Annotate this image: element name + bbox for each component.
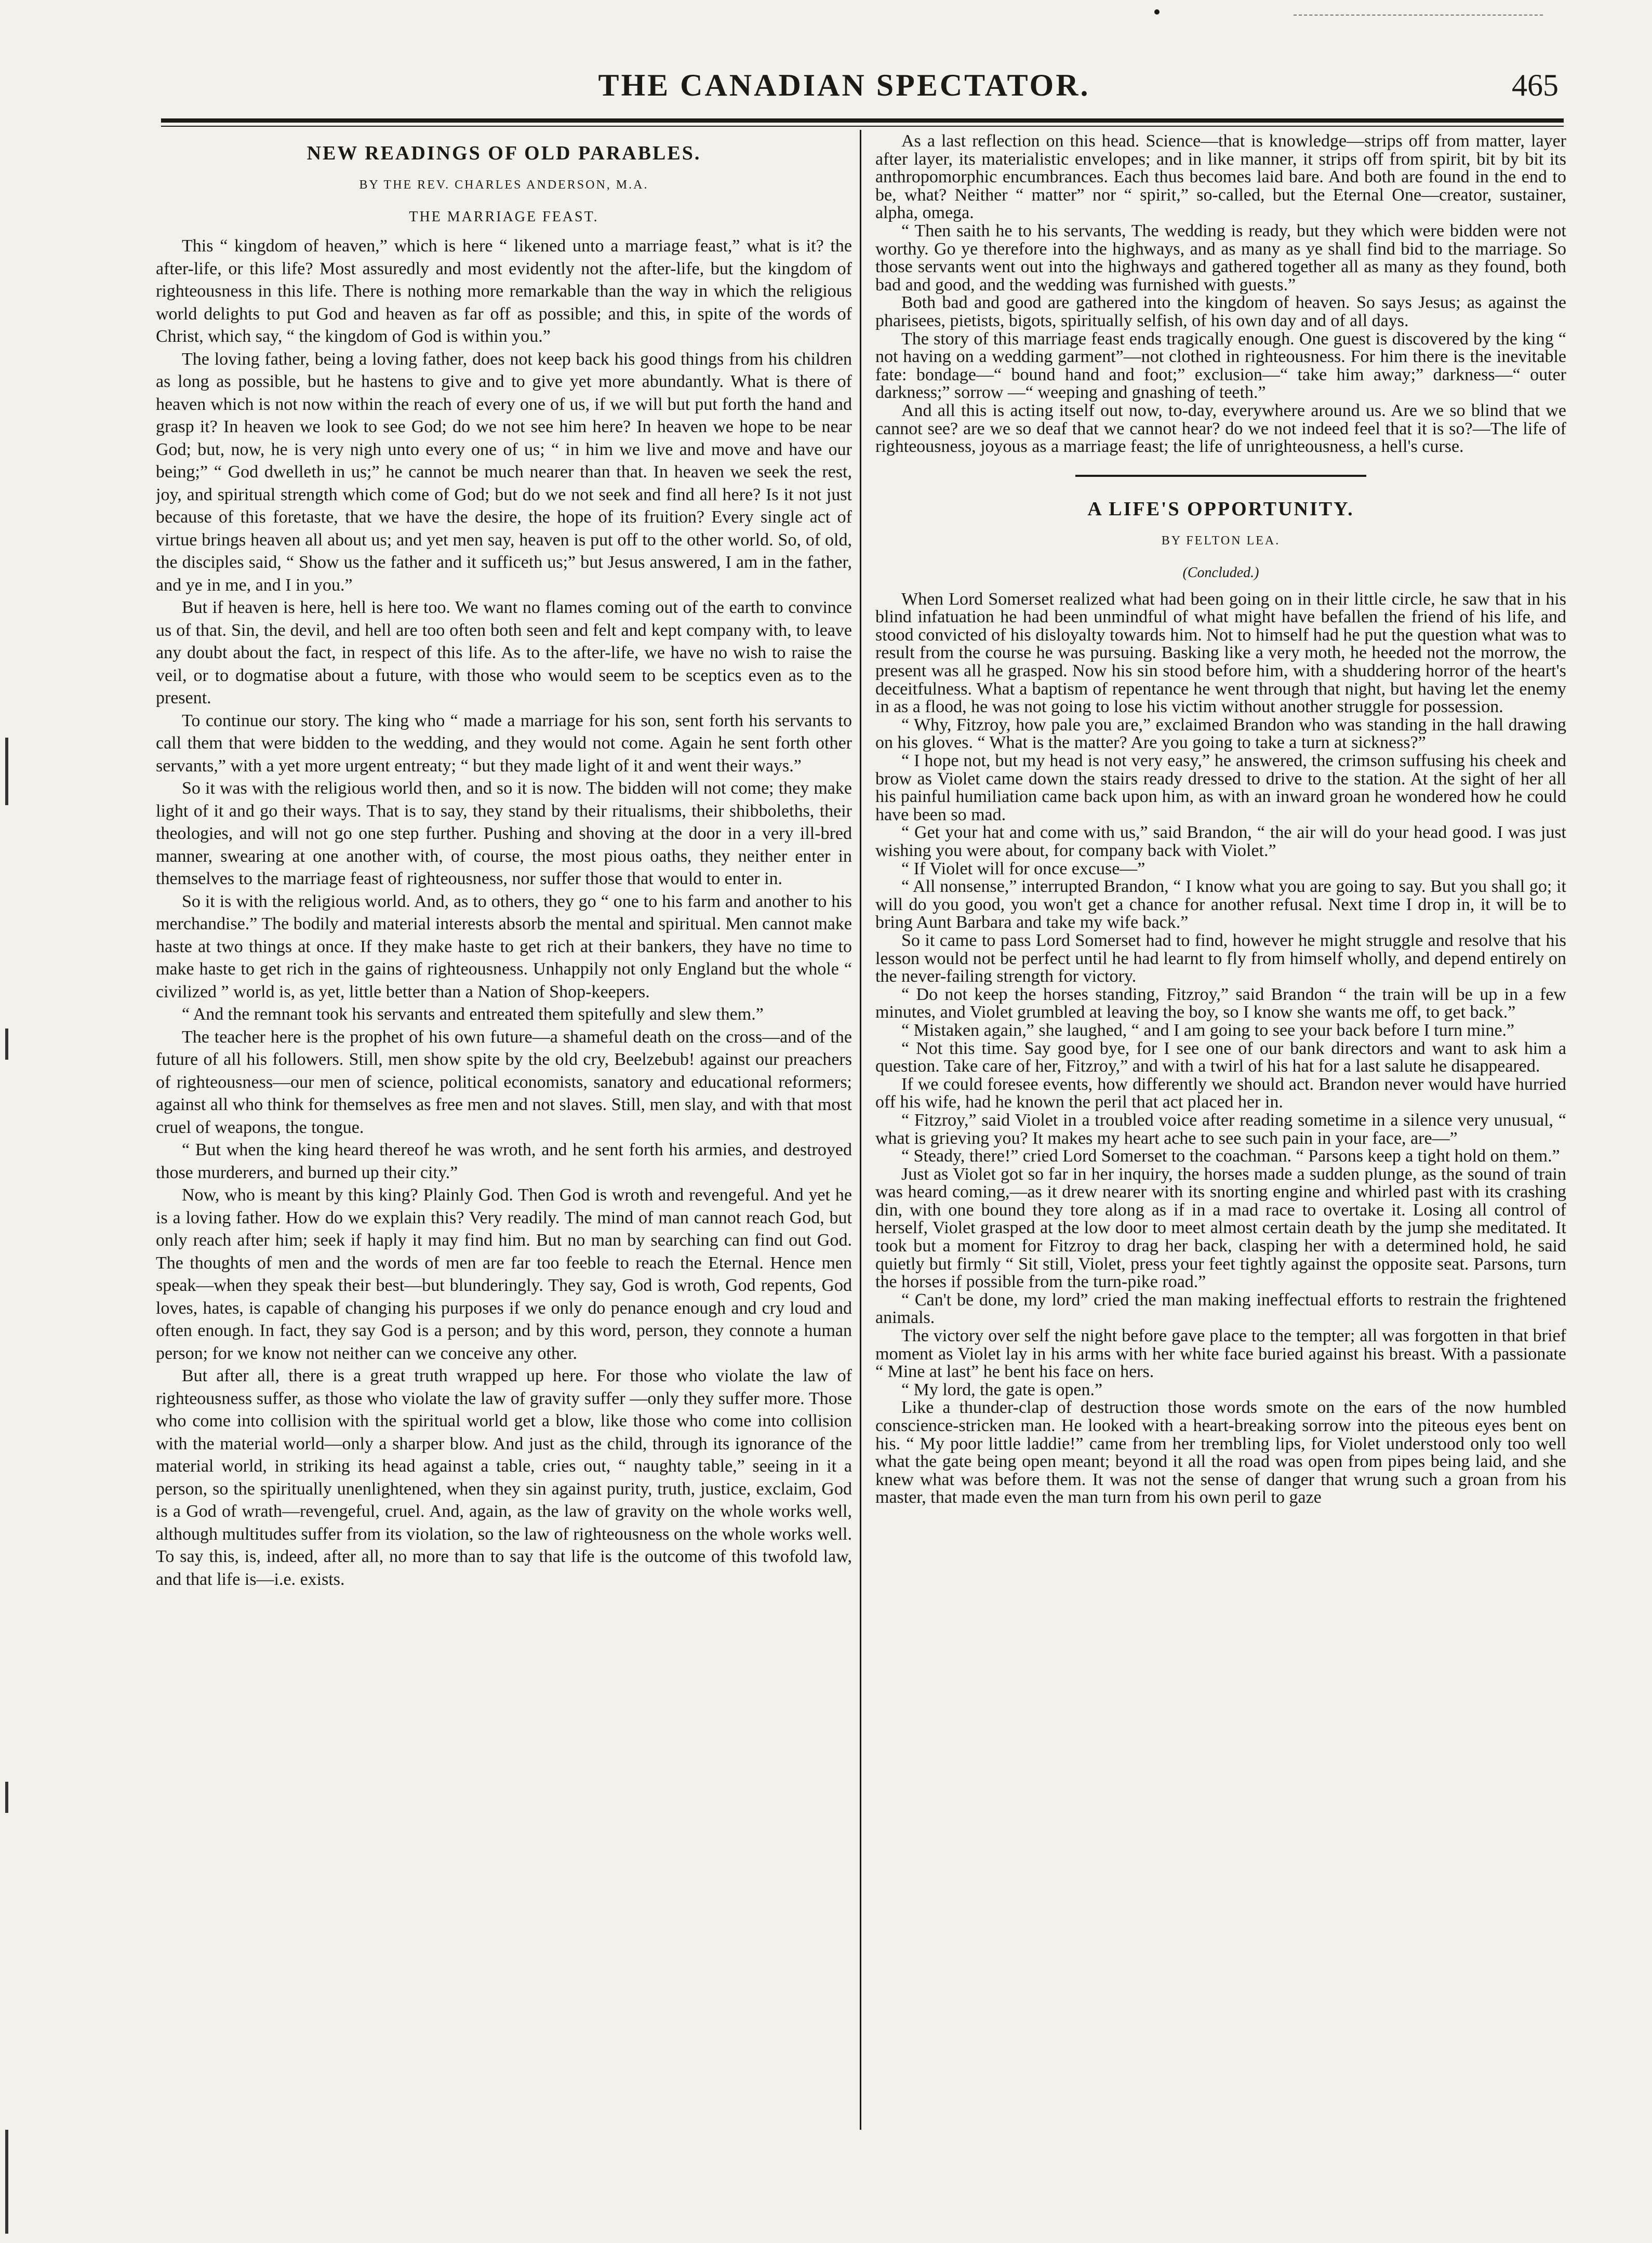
article-byline: BY THE REV. CHARLES ANDERSON, M.A. xyxy=(359,178,649,192)
article-paragraph: To continue our story. The king who “ made a marriage for his son, sent forth his servants to call them that were bidden to the wedding, and they would not come. Again he sent forth other servants,” with a yet more urgent entreaty; “ but they made light of it and went their ways.” xyxy=(156,711,852,776)
article-paragraph: Now, who is meant by this king? Plainly God. Then God is wroth and revengeful. And yet he is a loving father. How do we explain this? Very readily. The mind of man cannot reach God, but only reach after him; seek if haply it may find him. But no man by searching can find out God. The thoughts of men and the words of men are far too feeble to reach the Eternal. Hence men speak—when they speak their best—but blunderingly. They say, God is wroth, God repents, God loves, hates, is capable of changing his purposes if we only do penance enough and cry loud and often enough. In fact, they say God is a person; and by this word, person, they connote a human person; for we know not neither can we conceive any other. xyxy=(156,1185,852,1363)
article-paragraph: Both bad and good are gathered into the kingdom of heaven. So says Jesus; as against the pharisees, pietists, bigots, spiritually selfish, of his own day and of all days. xyxy=(875,293,1566,330)
article-paragraph: As a last reflection on this head. Science—that is knowledge—strips off from matter, layer after layer, its materialistic envelopes; and in like manner, it strips off from spirit, bit by bit its anthropomorphic encumbrances. Each thus becomes laid bare. And both are found in the end to be, what? Neither “ matter” nor “ spirit,” so-called, but the Eternal One—creator, sustainer, alpha, omega. xyxy=(875,132,1566,223)
article-note: (Concluded.) xyxy=(1182,564,1259,581)
article-paragraph: “ If Violet will for once excuse—” xyxy=(901,859,1145,878)
top-margin-stamp xyxy=(1294,9,1543,16)
article-paragraph: “ Why, Fitzroy, how pale you are,” exclaimed Brandon who was standing in the hall drawing on his gloves. “ What is the matter? Are you going to take a turn at sickness?” xyxy=(875,715,1566,753)
article-paragraph: But if heaven is here, hell is here too. We want no flames coming out of the earth to convince us of that. Sin, the devil, and hell are too often both seen and felt and kept company with, to leave any doubt about the fact, in respect of this life. As to the after-life, we have no wish to raise the veil, or to dogmatise about a future, with those who would seem to be sceptics even as to the present. xyxy=(156,598,852,707)
article-title: A LIFE'S OPPORTUNITY. xyxy=(1087,498,1354,520)
article-paragraph: “ I hope not, but my head is not very easy,” he answered, the crimson suffusing his cheek and brow as Violet came down the stairs ready dressed to drive to the station. At the sight of her all his painful humiliation came back upon him, as with an inward groan he wondered how he could have been so mad. xyxy=(875,751,1566,824)
left-column xyxy=(156,132,852,2132)
article-paragraph: “ Not this time. Say good bye, for I see one of our bank directors and want to ask him a question. Take care of her, Fitzroy,” and with a twirl of his hat for a last salute he disappeared. xyxy=(875,1038,1566,1076)
article-paragraph: The victory over self the night before gave place to the tempter; all was forgotten in that brief moment as Violet lay in his arms with her white face buried against his breast. With a passionate “ Mine at last” he bent his face on hers. xyxy=(875,1326,1566,1382)
header-rule xyxy=(161,118,1564,123)
header-rule-thin xyxy=(161,126,1564,127)
article-paragraph: “ And the remnant took his servants and entreated them spitefully and slew them.” xyxy=(182,1005,764,1024)
article-paragraph: So it is with the religious world. And, as to others, they go “ one to his farm and another to his merchandise.” The bodily and material interests absorb the mental and spiritual. Men cannot make haste at two things at once. If they make haste to get rich at their bankers, they have no time to make haste to get rich in the gains of righteousness. Unhappily not only England but the whole “ civilized ” world is, as yet, little better than a Nation of Shop-keepers. xyxy=(156,891,852,1002)
article-paragraph: The teacher here is the prophet of his own future—a shameful death on the cross—and of the future of all his followers. Still, men show spite by the old cry, Beelzebub! against our preachers of righteousness—our men of science, political economists, sanatory and educational reformers; against all who think for themselves as free men and not slaves. Still, men slay, and with that most cruel of weapons, the tongue. xyxy=(156,1027,852,1137)
page-number: 465 xyxy=(1512,68,1558,102)
article-paragraph: “ Can't be done, my lord” cried the man making ineffectual efforts to restrain the frightened animals. xyxy=(875,1290,1566,1328)
article-paragraph: So it was with the religious world then, and so it is now. The bidden will not come; they make light of it and go their ways. That is to say, they stand by their ritualisms, their shibboleths, their theologies, and will not go one step further. Pushing and shoving at the door in a very ill-bred manner, swearing at one another with, of course, the most pious oaths, they neither enter in themselves to the marriage feast of righteousness, nor suffer those that would to enter in. xyxy=(156,779,852,888)
article-byline: BY FELTON LEA. xyxy=(1161,533,1281,548)
article-paragraph: The story of this marriage feast ends tragically enough. One guest is discovered by the king “ not having on a wedding garment”—not clothed in righteousness. For him there is the inevitable fate: bondage—“ bound hand and foot;” exclusion—“ take him away;” darkness—“ outer darkness;” sorrow —“ weeping and gnashing of teeth.” xyxy=(875,329,1566,403)
margin-mark xyxy=(5,1029,8,1060)
article-paragraph: “ Mistaken again,” she laughed, “ and I am going to see your back before I turn mine.” xyxy=(901,1020,1515,1040)
article-separator xyxy=(1075,475,1366,477)
right-column xyxy=(875,132,1566,2132)
article-paragraph: “ Fitzroy,” said Violet in a troubled voice after reading sometime in a silence very unusual, “ what is grieving you? It makes my heart ache to see such pain in your face, are—” xyxy=(875,1110,1566,1148)
column-divider xyxy=(860,130,861,2130)
article-paragraph: But after all, there is a great truth wrapped up here. For those who violate the law of righteousness suffer, as those who violate the law of gravity suffer —only they suffer more. Those who come into collision with the spiritual world get a blow, like those who come into collision with the material world—only a sharper blow. And just as the child, through its ignorance of the material world, in striking its head against a table, cries out, “ naughty table,” seeing in it a person, so the spiritually unenlightened, when they sin against purity, truth, justice, exclaim, God is a God of wrath—revengeful, cruel. And, again, as the law of gravity on the whole works well, although multitudes suffer from its violation, so the law of righteousness on the whole works well. To say this, is, indeed, after all, no more than to say that life is the outcome of this twofold law, and that life is—i.e. exists. xyxy=(156,1366,852,1589)
margin-mark xyxy=(5,2130,8,2234)
article-paragraph: “ But when the king heard thereof he was wroth, and he sent forth his armies, and destroyed those murderers, and burned up their city.” xyxy=(156,1140,852,1182)
margin-mark xyxy=(5,738,8,805)
article-paragraph: “ All nonsense,” interrupted Brandon, “ I know what you are going to say. But you shall go; it will do you good, you won't get a chance for another refusal. Next time I drop in, it will be to bring Aunt Barbara and take my wife back.” xyxy=(875,877,1566,932)
article-paragraph: And all this is acting itself out now, to-day, everywhere around us. Are we so blind that we cannot see? are we so deaf that we cannot hear? do we not indeed feel that it is so?—The life of righteousness, joyous as a marriage feast; the life of unrighteousness, a hell's curse. xyxy=(875,400,1566,457)
article-paragraph: “ Do not keep the horses standing, Fitzroy,” said Brandon “ the train will be up in a few minutes, and Violet grumbled at leaving the boy, so I know she wants me off, to get back.” xyxy=(875,984,1566,1022)
article-paragraph: When Lord Somerset realized what had been going on in their little circle, he saw that in his blind infatuation he had been unmindful of what might have befallen the friend of his life, and stood convicted of his disloyalty towards him. Not to himself had he put the question what was to result from the course he was pursuing. Basking like a very moth, he heeded not the morrow, the present was all he grasped. Now his sin stood before him, with a shuddering horror of the heart's deceitfulness. What a baptism of repentance he went through that night, but having let the enemy in as a flood, he was not going to lose his victim without another struggle for possession. xyxy=(875,589,1566,717)
masthead-title: THE CANADIAN SPECTATOR. xyxy=(598,68,1090,102)
article-paragraph: “ Then saith he to his servants, The wedding is ready, but they which were bidden were not worthy. Go ye therefore into the highways, and as many as ye shall find bid to the marriage. So those servants went out into the highways and gathered together all as many as they found, both bad and good, and the wedding was furnished with guests.” xyxy=(875,221,1566,295)
article-paragraph: “ Steady, there!” cried Lord Somerset to the coachman. “ Parsons keep a tight hold on them.” xyxy=(901,1146,1560,1166)
article-paragraph: So it came to pass Lord Somerset had to find, however he might struggle and resolve that his lesson would not be perfect until he had learnt to fly from himself wholly, and depend entirely on the never-failing strength for victory. xyxy=(875,930,1566,986)
article-paragraph: If we could foresee events, how differently we should act. Brandon never would have hurried off his wife, had he known the peril that act placed her in. xyxy=(875,1074,1566,1112)
article-paragraph: Just as Violet got so far in her inquiry, the horses made a sudden plunge, as the sound of train was heard coming,—as it drew nearer with its snorting engine and whirled past with its crashing din, with one bound they tore along as if in a mad race to overtake it. Losing all control of herself, Violet grasped at the low door to meet almost certain death by the jump she meditated. It took but a moment for Fitzroy to drag her back, clasping her with a determined hold, he said quietly but firmly “ Sit still, Violet, press your feet tightly against the opposite seat. Parsons, turn the horses if possible from the turn-pike road.” xyxy=(875,1164,1566,1292)
article-subheading: THE MARRIAGE FEAST. xyxy=(409,209,599,225)
margin-mark xyxy=(5,1782,8,1813)
article-paragraph: “ Get your hat and come with us,” said Brandon, “ the air will do your head good. I was just wishing you were about, for company back with Violet.” xyxy=(875,823,1566,860)
article-paragraph: “ My lord, the gate is open.” xyxy=(901,1380,1103,1399)
article-title: NEW READINGS OF OLD PARABLES. xyxy=(307,142,701,164)
ink-speck xyxy=(1154,9,1160,15)
article-paragraph: Like a thunder-clap of destruction those words smote on the ears of the now humbled conscience-stricken man. He looked with a heart-breaking sorrow into the piteous eyes bent on his. “ My poor little laddie!” came from her trembling lips, for Violet understood only too well what the gate being open meant; beyond it all the road was open from pipes being laid, and she knew what was before them. It was not the sense of danger that wrung such a groan from his master, that made even the man turn from his own peril to gaze xyxy=(875,1398,1566,1507)
article-paragraph: This “ kingdom of heaven,” which is here “ likened unto a marriage feast,” what is it? the after-life, or this life? Most assuredly and most evidently not the after-life, but the kingdom of righteousness in this life. There is nothing more remarkable than the way in which the religious world delights to put God and heaven as far off as possible; and this, in spite of the words of Christ, which say, “ the kingdom of God is within you.” xyxy=(156,236,852,346)
article-paragraph: The loving father, being a loving father, does not keep back his good things from his children as long as possible, but he hastens to give and to give yet more abundantly. What is there of heaven which is not now within the reach of every one of us, if we will but put forth the hand and grasp it? In heaven we look to see God; do we not see him here? In heaven we hope to be near God; but, now, he is very nigh unto every one of us; “ in him we live and move and have our being;” “ God dwelleth in us;” he cannot be much nearer than that. In heaven we seek the rest, joy, and spiritual strength which come of God; but do we not seek and find all here? Is it not just because of this foretaste, that we have the desire, the hope of its fruition? Every single act of virtue brings heaven all about us; and yet men say, heaven is put off to the other world. So, of old, the disciples said, “ Show us the father and it sufficeth us;” but Jesus answered, I am in the father, and ye in me, and I in you.” xyxy=(156,349,852,595)
